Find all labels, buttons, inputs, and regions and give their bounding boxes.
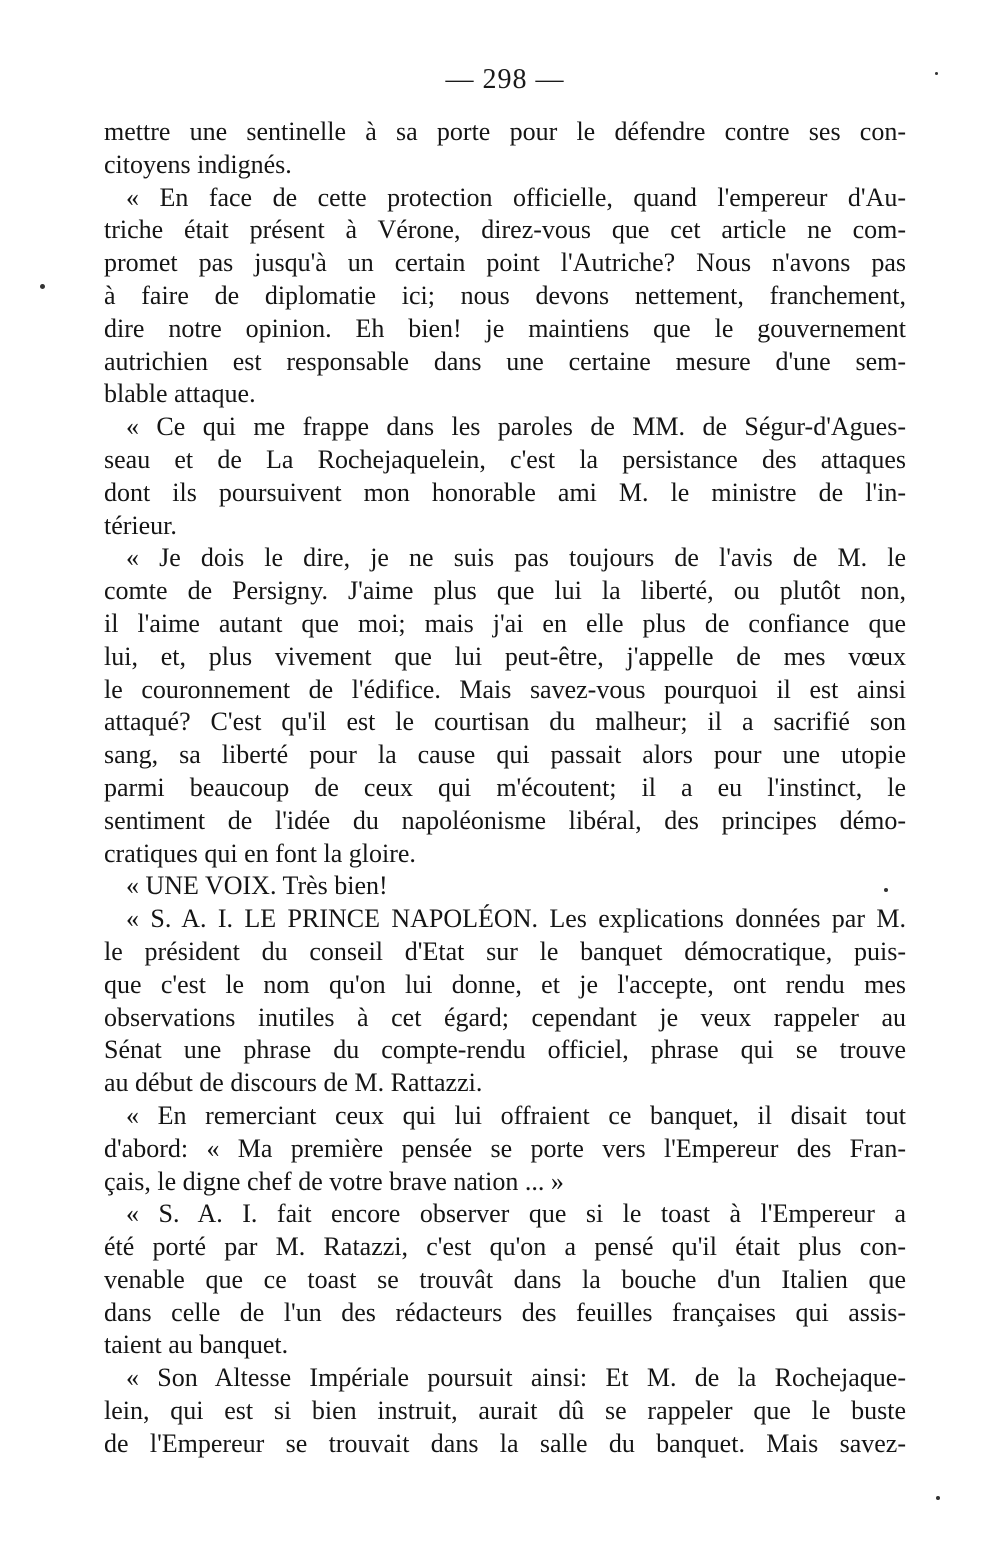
text-line: lui, et, plus vivement que lui peut-être, j'appelle de mes vœux — [104, 641, 906, 671]
text-line: seau et de La Rochejaquelein, c'est la persistance des attaques — [104, 444, 906, 474]
ink-speck — [936, 1496, 940, 1500]
text-line: attaqué? C'est qu'il est le courtisan du malheur; il a sacrifié son — [104, 707, 906, 737]
text-line: dont ils poursuivent mon honorable ami M. le ministre de l'in- — [104, 477, 906, 507]
text-line: comte de Persigny. J'aime plus que lui la liberté, ou plutôt non, — [104, 576, 906, 606]
ink-speck — [935, 72, 938, 75]
text-line: que c'est le nom qu'on lui donne, et je l'accepte, ont rendu mes — [104, 969, 906, 999]
text-line: lein, qui est si bien instruit, aurait dû se rappeler que le buste — [104, 1396, 906, 1426]
text-line: sentiment de l'idée du napoléonisme libéral, des principes démo- — [104, 805, 906, 835]
text-line: « Ce qui me frappe dans les paroles de MM. de Ségur-d'Agues- — [126, 412, 906, 442]
text-line: parmi beaucoup de ceux qui m'écoutent; il a eu l'instinct, le — [104, 772, 906, 802]
text-line: d'abord: « Ma première pensée se porte vers l'Empereur des Fran- — [104, 1133, 906, 1163]
text-line: « UNE VOIX. Très bien! — [126, 871, 388, 901]
page-number: — 298 — — [445, 64, 565, 95]
ink-speck — [884, 888, 888, 892]
text-line: triche était présent à Vérone, direz-vous que cet article ne com- — [104, 215, 906, 245]
text-line: çais, le digne chef de votre brave nation ... » — [104, 1166, 564, 1196]
text-line: dans celle de l'un des rédacteurs des feuilles françaises qui assis- — [104, 1297, 906, 1327]
text-line: autrichien est responsable dans une certaine mesure d'une sem- — [104, 346, 906, 376]
text-line: taient au banquet. — [104, 1330, 289, 1360]
text-line: il l'aime autant que moi; mais j'ai en elle plus de confiance que — [104, 608, 906, 638]
text-line: observations inutiles à cet égard; cependant je veux rappeler au — [104, 1002, 906, 1032]
ink-speck — [40, 284, 45, 289]
text-line: térieur. — [104, 510, 177, 540]
text-line: « S. A. I. fait encore observer que si le toast à l'Empereur a — [126, 1199, 906, 1229]
text-line: blable attaque. — [104, 379, 256, 409]
text-line: mettre une sentinelle à sa porte pour le défendre contre ses con- — [104, 117, 906, 146]
text-line: « En face de cette protection officielle, quand l'empereur d'Au- — [126, 182, 906, 212]
text-line: au début de discours de M. Rattazzi. — [104, 1068, 483, 1098]
text-line: venable que ce toast se trouvât dans la bouche d'un Italien que — [104, 1264, 906, 1294]
text-line: Sénat une phrase du compte-rendu officiel, phrase qui se trouve — [104, 1035, 906, 1065]
text-line: « En remerciant ceux qui lui offraient ce banquet, il disait tout — [126, 1100, 906, 1130]
text-line: été porté par M. Ratazzi, c'est qu'on a pensé qu'il était plus con- — [104, 1232, 906, 1262]
text-line: citoyens indignés. — [104, 149, 292, 179]
text-line: cratiques qui en font la gloire. — [104, 838, 416, 868]
text-line: promet pas jusqu'à un certain point l'Autriche? Nous n'avons pas — [104, 248, 906, 278]
text-line: « Je dois le dire, je ne suis pas toujours de l'avis de M. le — [126, 543, 906, 573]
text-line: « S. A. I. LE PRINCE NAPOLÉON. Les explications données par M. — [126, 904, 906, 934]
text-line: le président du conseil d'Etat sur le banquet démocratique, puis- — [104, 936, 906, 966]
text-line: « Son Altesse Impériale poursuit ainsi: Et M. de la Rochejaque- — [126, 1363, 906, 1393]
text-line: à faire de diplomatie ici; nous devons nettement, franchement, — [104, 280, 906, 310]
text-line: sang, sa liberté pour la cause qui passait alors pour une utopie — [104, 740, 906, 770]
body-text — [104, 116, 906, 1461]
text-line: le couronnement de l'édifice. Mais savez-vous pourquoi il est ainsi — [104, 674, 906, 704]
text-line: de l'Empereur se trouvait dans la salle du banquet. Mais savez- — [104, 1428, 906, 1458]
text-line: dire notre opinion. Eh bien! je maintiens que le gouvernement — [104, 313, 906, 343]
